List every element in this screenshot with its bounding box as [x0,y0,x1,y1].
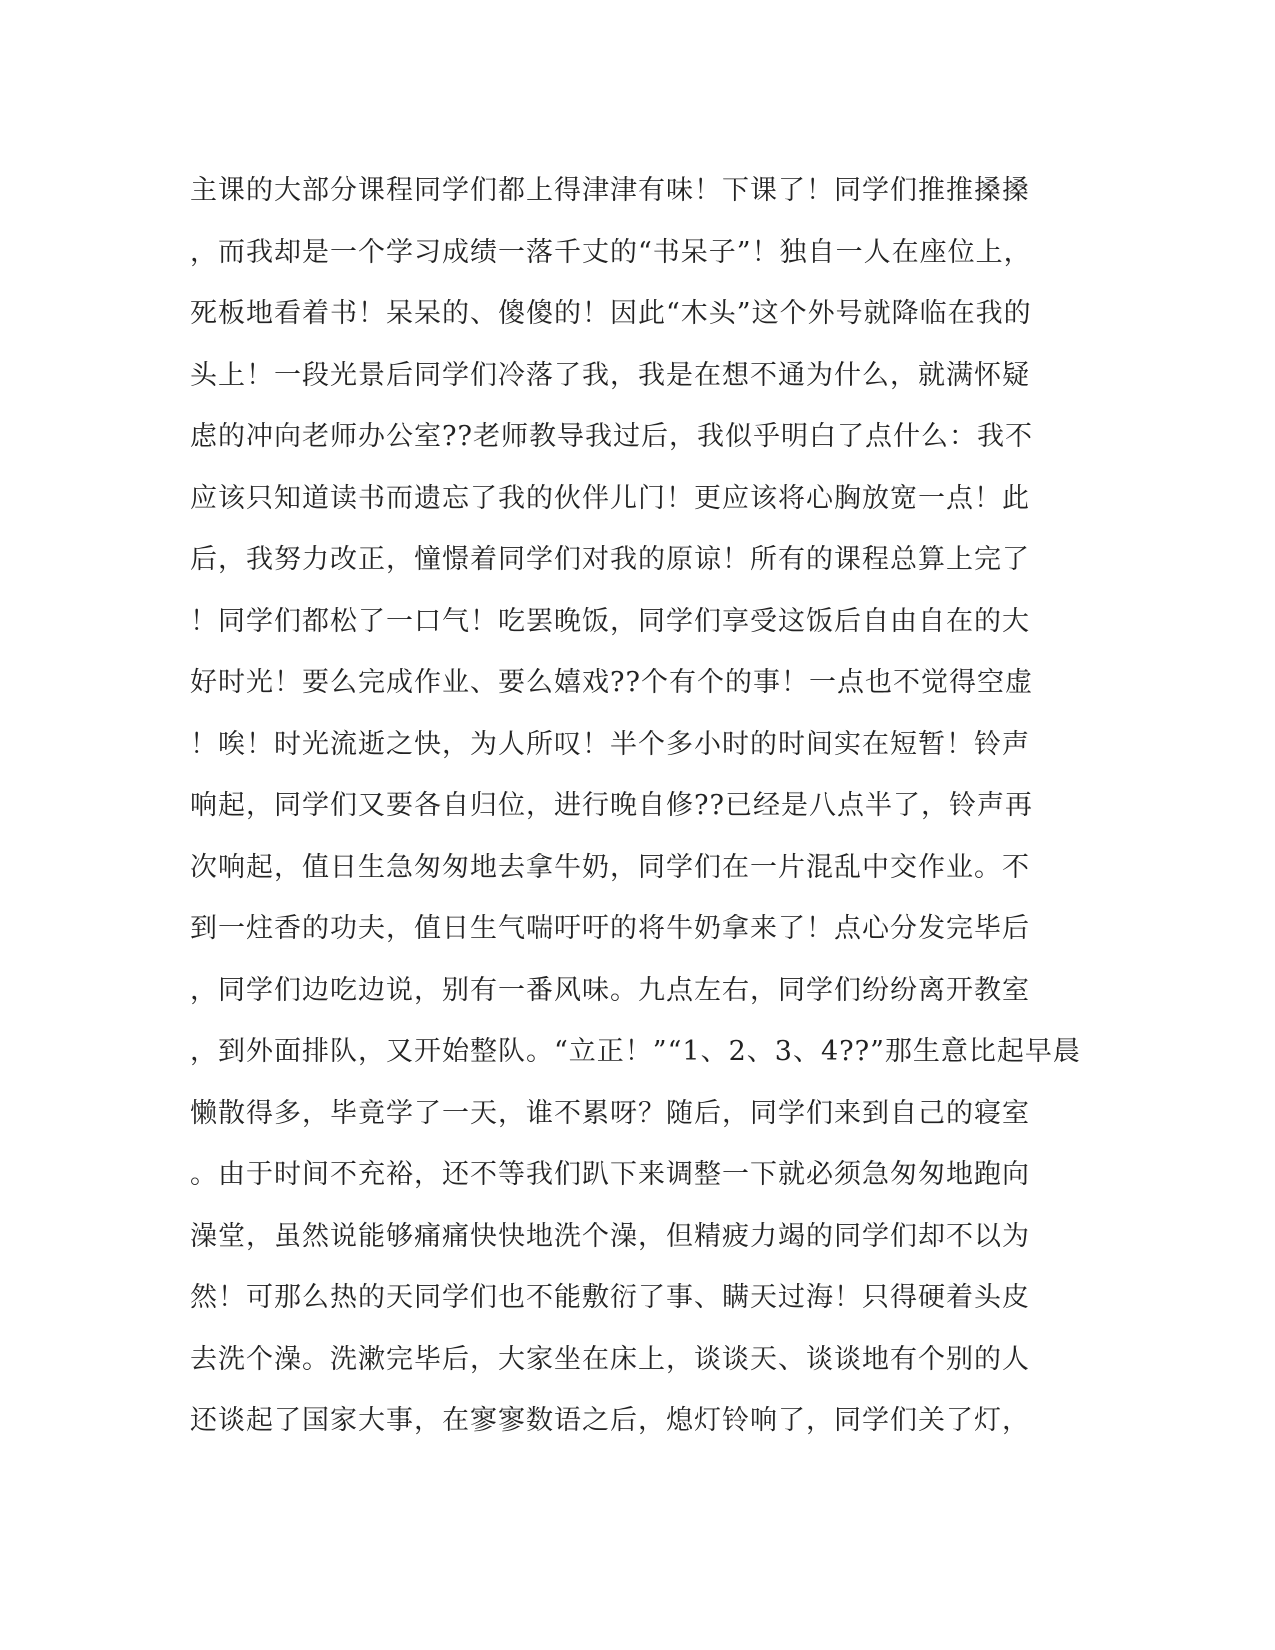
text-line-16: 懒散得多，毕竟学了一天，谁不累呀？随后，同学们来到自己的寝室 [190,1097,1030,1129]
text-line-17: 。由于时间不充裕，还不等我们趴下来调整一下就必须急匆匆地跑向 [190,1159,1030,1190]
text-block [190,160,1090,1452]
text-line-5: 虑的冲向老师办公室??老师教导我过后，我似乎明白了点什么：我不 [190,421,1033,452]
text-line-3: 死板地看着书！呆呆的、傻傻的！因此“木头”这个外号就降临在我的 [190,298,1032,329]
text-line-10: ！唉！时光流逝之快，为人所叹！半个多小时的时间实在短暂！铃声 [190,728,1030,760]
text-line-7: 后，我努力改正，憧憬着同学们对我的原谅！所有的课程总算上完了 [190,544,1030,575]
text-line-20: 去洗个澡。洗漱完毕后，大家坐在床上，谈谈天、谈谈地有个别的人 [190,1343,1030,1375]
text-line-19: 然！可那么热的天同学们也不能敷衍了事、瞒天过海！只得硬着头皮 [190,1282,1030,1313]
text-line-8: ！同学们都松了一口气！吃罢晚饭，同学们享受这饭后自由自在的大 [190,605,1030,637]
text-line-2: ，而我却是一个学习成绩一落千丈的“书呆子”！独自一人在座位上， [190,236,1032,268]
text-line-12: 次响起，值日生急匆匆地去拿牛奶，同学们在一片混乱中交作业。不 [190,851,1030,883]
text-line-15: ，到外面排队，又开始整队。“立正！”“1、2、3、4??”那生意比起早晨 [190,1036,1081,1067]
text-line-13: 到一炷香的功夫，值日生气喘吁吁的将牛奶拿来了！点心分发完毕后 [190,913,1030,944]
text-line-18: 澡堂，虽然说能够痛痛快快地洗个澡，但精疲力竭的同学们却不以为 [190,1220,1030,1252]
text-line-9: 好时光！要么完成作业、要么嬉戏??个有个的事！一点也不觉得空虚 [190,667,1033,698]
text-line-1: 主课的大部分课程同学们都上得津津有味！下课了！同学们推推搡搡 [190,175,1030,206]
text-line-4: 头上！一段光景后同学们冷落了我，我是在想不通为什么，就满怀疑 [190,359,1030,391]
text-line-11: 响起，同学们又要各自归位，进行晚自修??已经是八点半了，铃声再 [190,790,1033,821]
text-line-6: 应该只知道读书而遗忘了我的伙伴儿门！更应该将心胸放宽一点！此 [190,482,1030,514]
text-line-21: 还谈起了国家大事，在寥寥数语之后，熄灯铃响了，同学们关了灯， [190,1405,1030,1436]
text-line-14: ，同学们边吃边说，别有一番风味。九点左右，同学们纷纷离开教室 [190,974,1030,1006]
